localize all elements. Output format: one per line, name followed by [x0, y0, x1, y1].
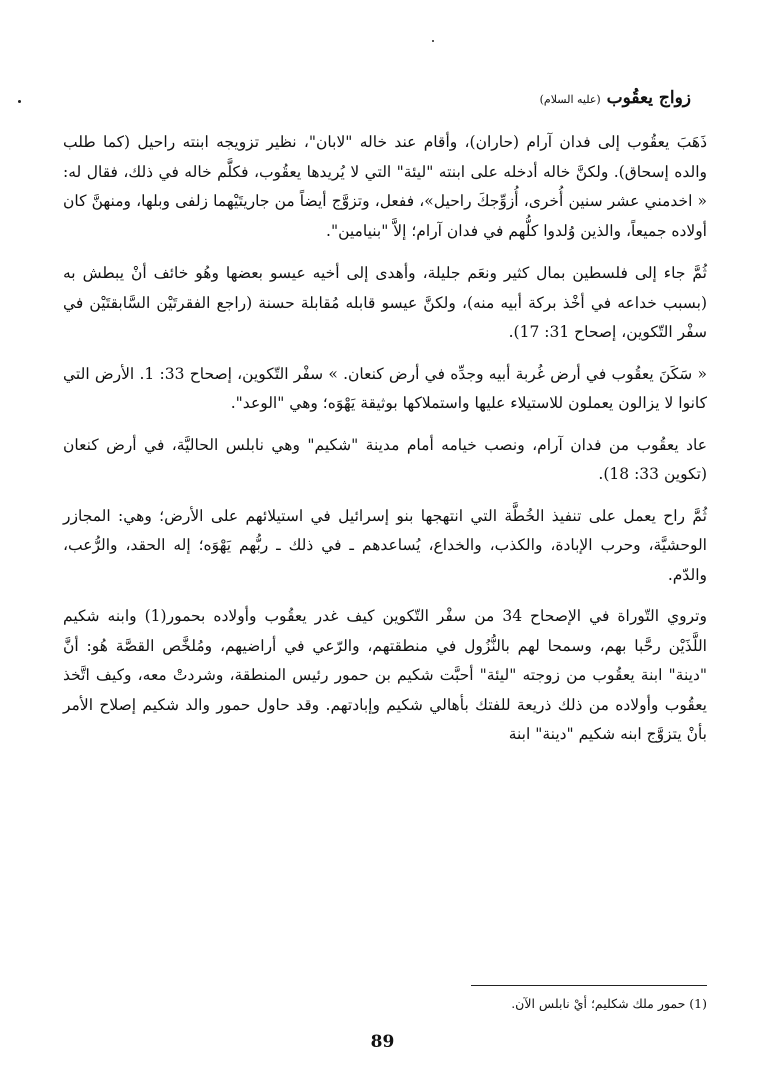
paragraph-conquest-plan: ثُمَّ راح يعمل على تنفيذ الخُطَّة التي انتهجها بنو إسرائيل في استيلائهم على الأرض؛ وهي: المجازر الوحشيَّة، وحرب الإبادة، والكذب، والخداع، يُساعدهم ـ في ذلك ـ ربُّهم يَهْوَه؛ إله الحقد، والرُّعب، والدّم.	[63, 506, 707, 584]
paragraph-dinah-story: وتروي التّوراة في الإصحاح 34 من سفْر التّكوين كيف غدر يعقُوب وأولاده بحمور(1) وابنه شكيم اللَّذَيْن رحَّبا بهم، وسمحا لهم بالنُّزُول في منطقتهم، والرّعي في أراضيهم، ومُلخَّص القصَّة هُو: أنَّ "دينة" ابنة يعقُوب من زوجته "ليئة" أحبَّت شكيم بن حمور رئيس المنطقة، وشردتْ معه، وكيف اتَّخذ يعقُوب وأولاده من ذلك ذريعة للفتك بأهالي شكيم وإبادتهم. وقد حاول حمور والد شكيم إصلاح الأمر بأنْ يتزوَّج ابنه شكيم "دينة" ابنة	[63, 607, 707, 743]
scan-speck	[18, 100, 21, 103]
section-heading	[540, 88, 691, 108]
page-number: 89	[370, 1032, 395, 1052]
honorific-ligature: (عليه السلام)	[539, 93, 601, 106]
scan-speck	[432, 40, 434, 42]
footnote: (1) حمور ملك شكليم؛ أيْ نابلس الآن.	[511, 996, 707, 1011]
paragraph-marriage: ذَهَبَ يعقُوب إلى فدان آرام (حاران)، وأقام عند خاله "لابان"، نظير تزويجه ابنته راحيل (كما طلب والده إسحاق). ولكنَّ خاله أدخله على ابنته "ليئة" التي لا يُريدها يعقُوب، فكلَّم خاله في ذلك، فقال له: « اخدمني عشر سنين أُخرى، أُزوِّجكَ راحيل»، ففعل، وتزوَّج أيضاً من جاريتَيْهما زلفى وبلها، ومنهنَّ كان أولاده جميعاً، والذين وُلدوا كلُّهم في فدان آرام؛ إلاَّ "بنيامين".	[63, 133, 707, 240]
footnote-divider	[471, 985, 707, 986]
paragraph-shechem-camp: عاد يعقُوب من فدان آرام، ونصب خيامه أمام مدينة "شكيم" وهي نابلس الحاليَّة، في أرض كنعان (تكوين 33: 18).	[63, 435, 707, 483]
heading-title: زواج يعقُوب	[606, 88, 691, 108]
paragraph-genesis-quote: « سَكَنَ يعقُوب في أرض غُربة أبيه وجدِّه في أرض كنعان. » سفْر التّكوين، إصحاح 33: 1. الأرض التي كانوا لا يزالون يعملون للاستيلاء عليها واستملاكها بوثيقة يَهْوَه؛ وهي "الوعد".	[63, 364, 708, 412]
paragraph-return-to-palestine: ثُمَّ جاء إلى فلسطين بمال كثير ونعَم جليلة، وأهدى إلى أخيه عيسو بعضها وهُو خائف أنْ يبطش به (بسبب خداعه في أخْذ بركة أبيه منه)، ولكنَّ عيسو قابله مُقابلة حسنة (راجع الفقرتَيْن السَّابقتَيْن في سفْر التّكوين، إصحاح 31: 17).	[63, 264, 707, 341]
body-text	[63, 128, 707, 750]
